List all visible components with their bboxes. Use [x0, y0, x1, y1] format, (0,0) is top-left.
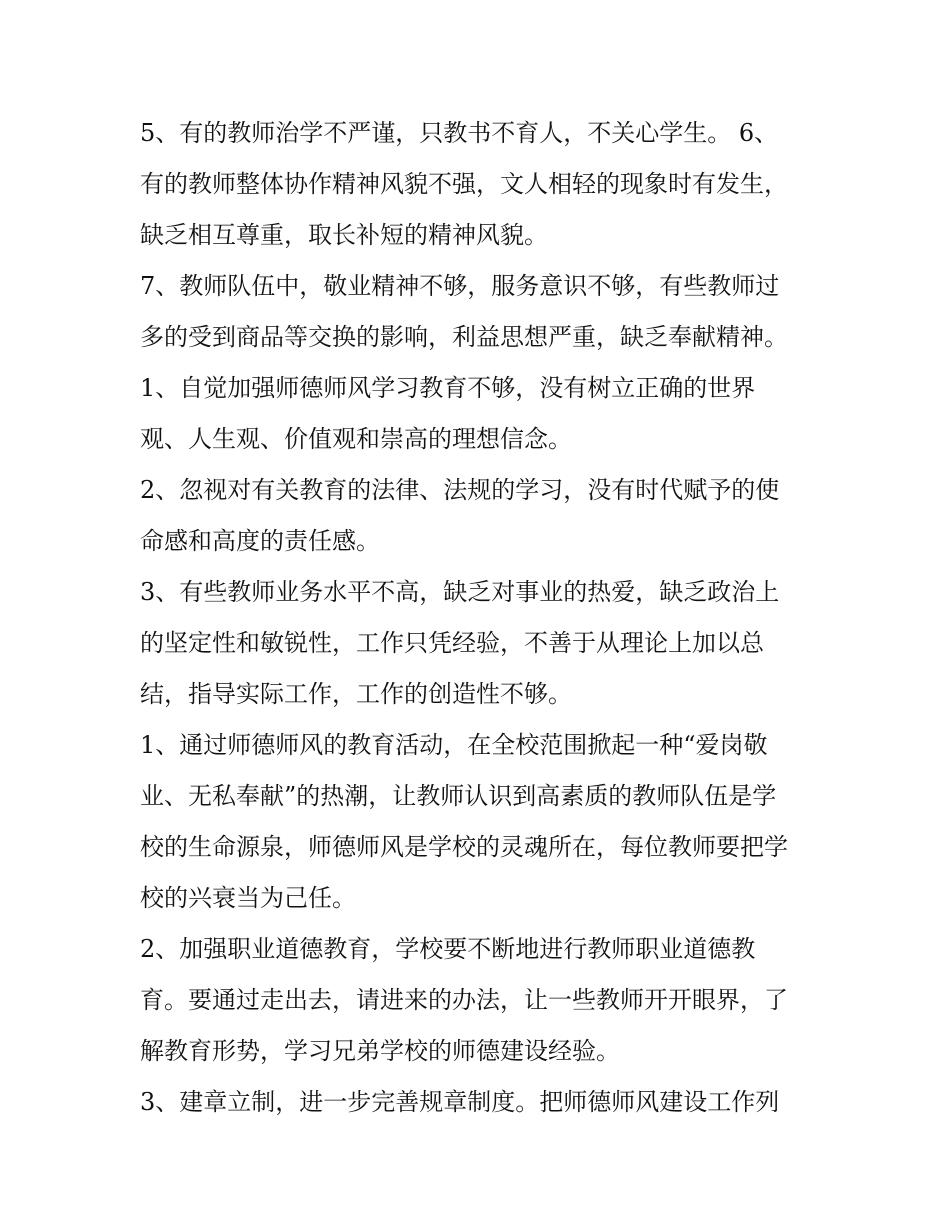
text-line: 1、自觉加强师德师风学习教育不够，没有树立正确的世界 [140, 374, 756, 402]
text-line: 校的生命源泉，师德师风是学校的灵魂所在，每位教师要把学 [140, 833, 788, 861]
text-line: 多的受到商品等交换的影响，利益思想严重，缺乏奉献精神。 [140, 323, 788, 351]
paragraph-measure-2 [140, 924, 820, 1077]
document-body [140, 108, 820, 1128]
text-line: 3、建章立制，进一步完善规章制度。把师德师风建设工作列 [140, 1088, 780, 1116]
text-line: 5、有的教师治学不严谨，只教书不育人，不关心学生。 6、 [140, 119, 779, 147]
text-line: 2、加强职业道德教育，学校要不断地进行教师职业道德教 [140, 935, 756, 963]
text-line: 解教育形势，学习兄弟学校的师德建设经验。 [140, 1037, 620, 1065]
text-line: 结，指导实际工作，工作的创造性不够。 [140, 680, 572, 708]
paragraph-measure-3 [140, 1077, 820, 1128]
paragraph-5-6 [140, 108, 820, 261]
text-line: 校的兴衰当为己任。 [140, 884, 356, 912]
text-line: 业、无私奉献”的热潮，让教师认识到高素质的教师队伍是学 [140, 782, 777, 810]
text-line: 1、通过师德师风的教育活动，在全校范围掀起一种“爱岗敬 [140, 731, 768, 759]
text-line: 3、有些教师业务水平不高，缺乏对事业的热爱，缺乏政治上 [140, 578, 780, 606]
text-line: 有的教师整体协作精神风貌不强，文人相轻的现象时有发生， [140, 170, 788, 198]
paragraph-cause-3 [140, 567, 820, 720]
text-line: 缺乏相互尊重，取长补短的精神风貌。 [140, 221, 548, 249]
paragraph-measure-1 [140, 720, 820, 924]
paragraph-cause-1 [140, 363, 820, 465]
text-line: 观、人生观、价值观和崇高的理想信念。 [140, 425, 572, 453]
text-line: 的坚定性和敏锐性，工作只凭经验，不善于从理论上加以总 [140, 629, 764, 657]
text-line: 2、忽视对有关教育的法律、法规的学习，没有时代赋予的使 [140, 476, 780, 504]
text-line: 命感和高度的责任感。 [140, 527, 380, 555]
text-line: 7、教师队伍中，敬业精神不够，服务意识不够，有些教师过 [140, 272, 780, 300]
text-line: 育。要通过走出去，请进来的办法，让一些教师开开眼界，了 [140, 986, 788, 1014]
paragraph-7 [140, 261, 820, 363]
paragraph-cause-2 [140, 465, 820, 567]
